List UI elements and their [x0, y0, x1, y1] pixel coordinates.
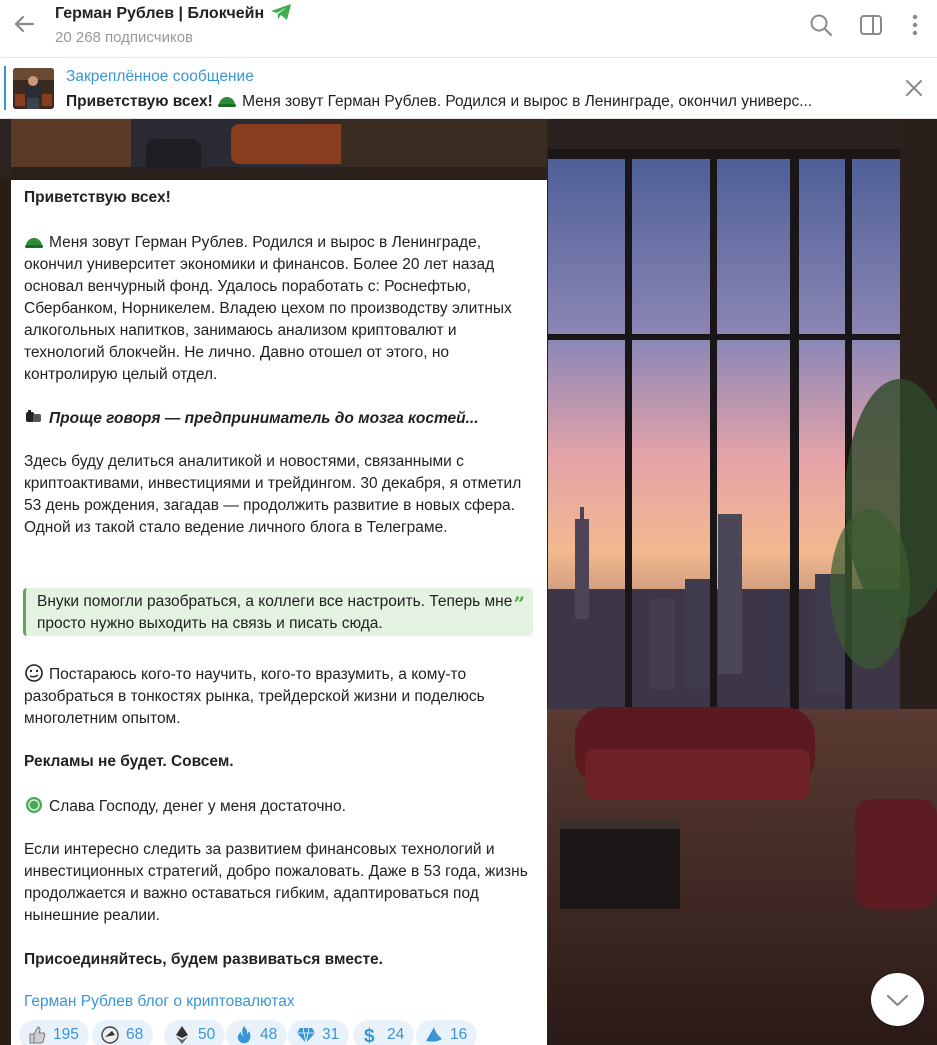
reaction-count: 50 [198, 1026, 216, 1043]
message-paragraph-text: Присоединяйтесь, будем развиваться вместе. [24, 951, 383, 968]
quote-text: Внуки помогли разобраться, а коллеги все настроить. Теперь мне просто нужно выходить на связь и писать сюда. [37, 593, 513, 632]
reaction-chip[interactable] [353, 1020, 414, 1045]
message-paragraph [24, 663, 536, 730]
message-greeting: Приветствую всех! [24, 189, 171, 206]
bird-icon [100, 1025, 120, 1045]
pinned-message-bar[interactable] [0, 59, 937, 119]
reaction-count: 68 [126, 1026, 144, 1043]
green-coin-icon [24, 795, 44, 815]
message-photo [11, 119, 547, 180]
thumbs-up-icon [27, 1025, 47, 1045]
message-paragraph-text: Меня зовут Герман Рублев. Родился и вырос в Ленинграде, окончил университет экономики и финансов. Более 20 лет назад основал венчурный фонд. Удалось поработать с: Роснефтью, Сбербанком, Норникелем. Владею цехом по производству элитных алкогольных напитков, занимаюсь анализом криптовалют и технологий блокчейн. Не лично. Давно отошел от этого, но контролирую целый отдел. [24, 234, 512, 383]
green-helmet-icon [217, 90, 237, 110]
ethereum-icon [172, 1025, 192, 1045]
telegram-plane-icon [270, 3, 292, 21]
message-paragraph-text: Постараюсь кого-то научить, кого-то вразумить, а кому-то разобраться в тонкостях рынка, трейдерской жизни и поделюсь многолетним опытом. [24, 666, 485, 727]
reaction-count: 16 [450, 1026, 468, 1043]
diamond-icon [296, 1025, 316, 1045]
reaction-chip[interactable] [288, 1020, 349, 1045]
pinned-preview-text: Меня зовут Герман Рублев. Родился и вырос в Ленинграде, окончил универс... [242, 93, 813, 110]
reaction-chip[interactable] [226, 1020, 287, 1045]
channel-title-text[interactable]: Герман Рублев | Блокчейн [55, 5, 265, 22]
reaction-chip[interactable] [19, 1020, 89, 1045]
reaction-chip[interactable] [92, 1020, 153, 1045]
reaction-count: 195 [53, 1026, 79, 1043]
message-paragraph-text: Если интересно следить за развитием финансовых технологий и инвестиционных стратегий, добро пожаловать. Даже в 53 года, жизнь продолжается и важно оставаться гибким, адаптироваться под нынешние реалии. [24, 841, 528, 924]
close-icon[interactable] [902, 76, 926, 100]
handshake-icon [24, 407, 44, 427]
message-quote [23, 588, 533, 636]
pinned-thumbnail [13, 68, 54, 109]
message-paragraph-text: Здесь буду делиться аналитикой и новостями, связанными с криптоактивами, инвестициями и трейдингом. 30 декабря, я отметил 53 день рождения, загадав — продолжить развитие в новых сфера. Одной из такой стало ведение личного блога в Телеграме. [24, 453, 522, 536]
message-paragraph [24, 231, 536, 386]
message-paragraph-text: Проще говоря — предприниматель до мозга костей... [49, 410, 479, 427]
pinned-indicator [4, 66, 6, 110]
subscriber-count: 20 268 подписчиков [55, 29, 194, 46]
search-icon[interactable] [808, 12, 834, 38]
channel-signature-link[interactable]: Герман Рублев блог о криптовалютах [24, 993, 295, 1010]
pinned-label: Закреплённое сообщение [66, 68, 254, 85]
scroll-down-button[interactable] [871, 973, 924, 1026]
reaction-count: 31 [322, 1026, 340, 1043]
quote-icon: ” [513, 592, 525, 616]
shark-icon [424, 1025, 444, 1045]
dollar-icon [361, 1025, 381, 1045]
thinking-face-icon [24, 663, 44, 683]
sidebar-toggle-icon[interactable] [858, 12, 884, 38]
reaction-chip[interactable] [416, 1020, 477, 1045]
fire-icon [234, 1025, 254, 1045]
message-paragraph-text: Рекламы не будет. Совсем. [24, 753, 234, 770]
pinned-preview [66, 90, 876, 111]
chat-header [0, 0, 937, 58]
reaction-count: 48 [260, 1026, 278, 1043]
channel-title[interactable] [55, 3, 292, 23]
back-arrow-icon[interactable] [11, 10, 39, 38]
reaction-count: 24 [387, 1026, 405, 1043]
green-helmet-icon [24, 231, 44, 251]
more-options-icon[interactable] [902, 12, 928, 38]
chevron-down-icon [885, 989, 910, 1011]
pinned-greeting: Приветствую всех! [66, 93, 213, 110]
message-paragraph [24, 795, 536, 818]
message-paragraph-text: Слава Господу, денег у меня достаточно. [49, 798, 346, 815]
message-paragraph [24, 407, 536, 430]
reaction-chip[interactable] [164, 1020, 225, 1045]
svg-text:$: $ [364, 1026, 375, 1045]
